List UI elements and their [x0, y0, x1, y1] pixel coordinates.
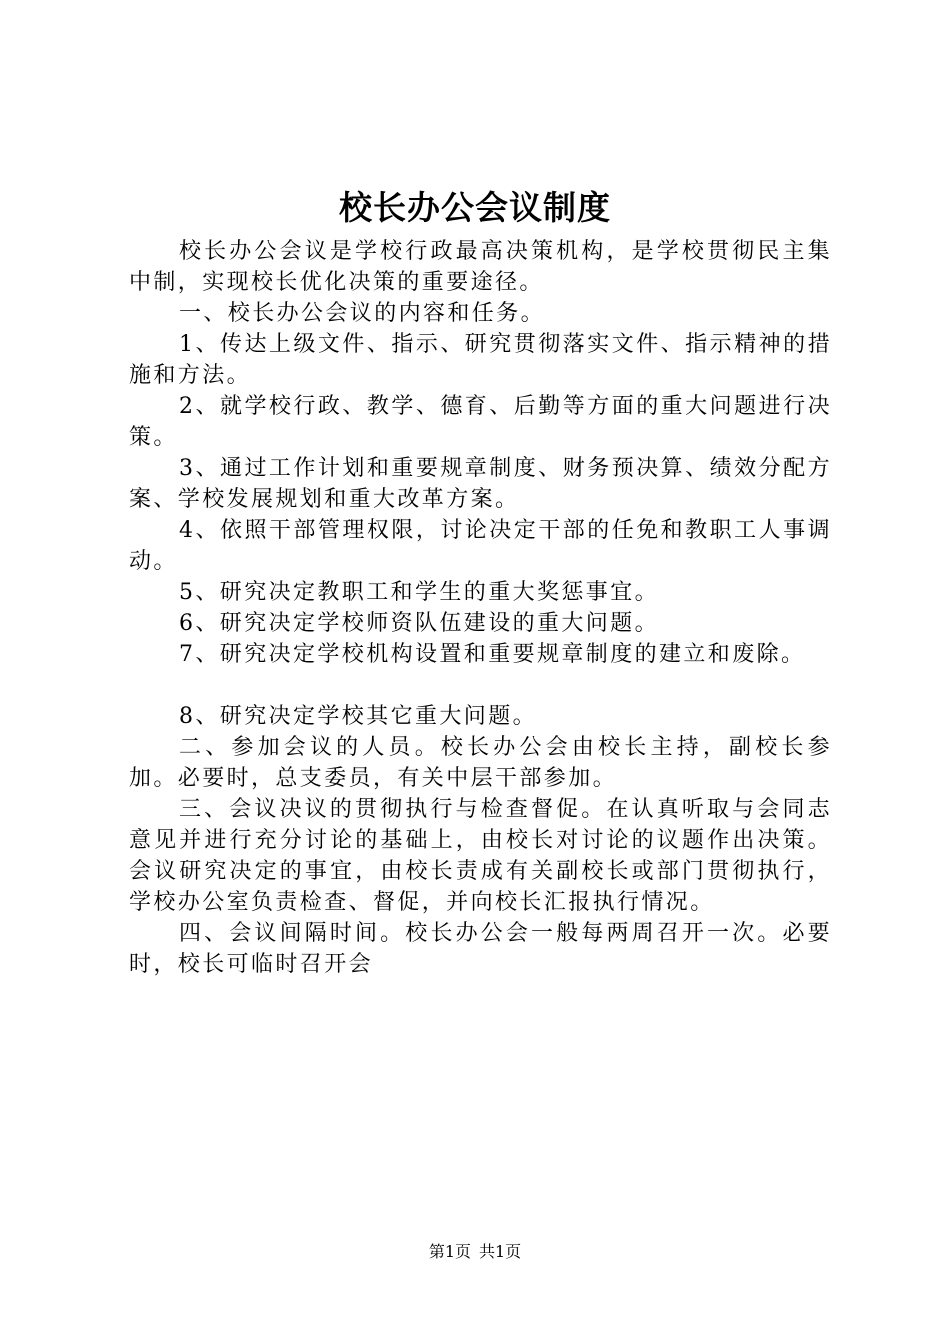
list-item-2: 2、就学校行政、教学、德育、后勤等方面的重大问题进行决策。	[129, 394, 832, 450]
document-body	[129, 236, 832, 980]
document-title: 校长办公会议制度	[339, 188, 611, 227]
paragraph-intro: 校长办公会议是学校行政最高决策机构，是学校贯彻民主集中制，实现校长优化决策的重要途径。	[129, 239, 832, 295]
page-footer	[0, 1240, 950, 1264]
section-3-execution: 三、会议决议的贯彻执行与检查督促。在认真听取与会同志意见并进行充分讨论的基础上，由校长对讨论的议题作出决策。会议研究决定的事宜，由校长责成有关副校长或部门贯彻执行，学校办公室负责检查、督促，并向校长汇报执行情况。	[129, 797, 832, 915]
list-item-5: 5、研究决定教职工和学生的重大奖惩事宜。	[179, 580, 659, 605]
section-heading-1: 一、校长办公会议的内容和任务。	[179, 301, 546, 326]
list-item-1: 1、传达上级文件、指示、研究贯彻落实文件、指示精神的措施和方法。	[129, 332, 832, 388]
list-item-6: 6、研究决定学校师资队伍建设的重大问题。	[179, 611, 659, 636]
list-item-4: 4、依照干部管理权限，讨论决定干部的任免和教职工人事调动。	[129, 518, 832, 574]
page-number: 第1页	[428, 1242, 471, 1261]
list-item-8: 8、研究决定学校其它重大问题。	[179, 704, 537, 729]
page-total: 共1页	[479, 1242, 522, 1261]
list-item-3: 3、通过工作计划和重要规章制度、财务预决算、绩效分配方案、学校发展规划和重大改革方案。	[129, 456, 832, 512]
section-2-participants: 二、参加会议的人员。校长办公会由校长主持，副校长参加。必要时，总支委员，有关中层干部参加。	[129, 735, 832, 791]
list-item-7: 7、研究决定学校机构设置和重要规章制度的建立和废除。	[179, 642, 806, 667]
section-4-interval: 四、会议间隔时间。校长办公会一般每两周召开一次。必要时，校长可临时召开会	[129, 921, 832, 977]
